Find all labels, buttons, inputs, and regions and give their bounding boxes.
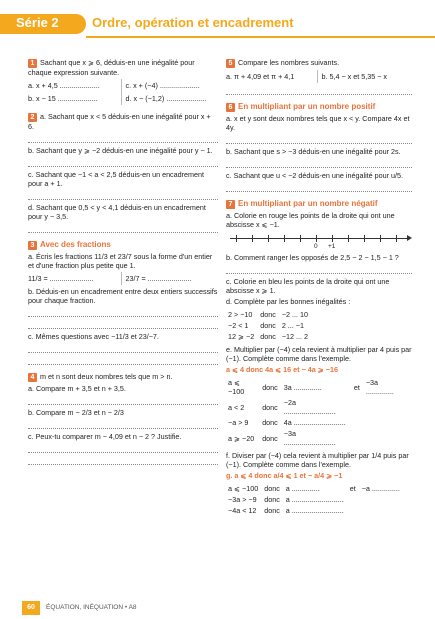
table-cell: donc bbox=[264, 495, 280, 504]
table-cell: a < 2 bbox=[228, 402, 245, 412]
table-cell: donc bbox=[262, 418, 278, 427]
table-cell: 2 > −10 bbox=[228, 310, 253, 319]
exercise-number: 1 bbox=[28, 59, 37, 68]
answer-line[interactable] bbox=[28, 420, 218, 429]
page-footer bbox=[0, 597, 435, 619]
number-line[interactable] bbox=[226, 232, 412, 250]
label-one: +1 bbox=[328, 243, 336, 250]
table-cell bbox=[362, 495, 404, 504]
question-b: b. Sachant que s > −3 déduis-en une inégalité pour 2s. bbox=[226, 147, 401, 156]
item-b: b. x − 15 .................... bbox=[28, 94, 98, 103]
exercise-number: 3 bbox=[28, 241, 37, 250]
answer-line[interactable] bbox=[226, 86, 412, 95]
page-header bbox=[0, 0, 435, 46]
table-row bbox=[228, 310, 312, 319]
page-title: Ordre, opération et encadrement bbox=[92, 15, 294, 30]
tick bbox=[396, 235, 397, 242]
table-cell: donc bbox=[262, 402, 278, 412]
answer-line[interactable] bbox=[226, 135, 412, 144]
e-table bbox=[226, 376, 412, 449]
exercise-number: 4 bbox=[28, 373, 37, 382]
arrow-icon bbox=[407, 235, 412, 241]
exercise-number: 7 bbox=[226, 200, 235, 209]
table-cell: 4a .......................... bbox=[283, 418, 346, 427]
table-cell bbox=[354, 429, 364, 447]
exercise-2 bbox=[28, 112, 218, 233]
question-d: d. Complète par les bonnes inégalités : bbox=[226, 297, 351, 306]
question-a: a. Sachant que x < 5 déduis-en une inégalité pour x + 6. bbox=[28, 112, 211, 131]
exercise-number: 6 bbox=[226, 103, 235, 112]
table-cell: donc bbox=[260, 321, 276, 330]
question-c: c. Sachant que −1 < a < 2,5 déduis-en un encadrement pour a + 1. bbox=[28, 170, 205, 188]
table-row bbox=[228, 418, 410, 427]
table-cell: −4a < 12 bbox=[228, 506, 257, 515]
table-row bbox=[228, 398, 410, 416]
exercise-heading: En multipliant par un nombre positif bbox=[238, 102, 376, 111]
left-column bbox=[28, 56, 218, 472]
tick bbox=[364, 235, 365, 242]
exercise-3 bbox=[28, 240, 218, 365]
table-cell: donc bbox=[262, 382, 278, 392]
question-c: c. Mêmes questions avec −11/3 et 23/−7. bbox=[28, 332, 159, 341]
answer-line[interactable] bbox=[28, 344, 218, 353]
tick bbox=[268, 235, 269, 242]
table-row bbox=[228, 429, 410, 447]
exercise-5 bbox=[226, 58, 412, 95]
table-cell bbox=[354, 418, 364, 427]
question-b: b. Comment ranger les opposés de 2,5 − 2 − 1,5 − 1 ? bbox=[226, 253, 399, 262]
table-cell: donc bbox=[260, 310, 276, 319]
exercise-1 bbox=[28, 58, 218, 105]
d-table bbox=[226, 308, 314, 343]
table-cell: −2 ... 10 bbox=[281, 310, 308, 319]
item-c: c. x + (−4) .................... bbox=[121, 79, 219, 92]
table-cell: −2a .......................... bbox=[283, 398, 336, 416]
question-f: f. Diviser par (−4) cela revient à multiplier par 1/4 puis par (−1). Complète comme dans l'exemple. bbox=[226, 451, 409, 469]
question-a: a. Compare m + 3,5 et n + 3,5. bbox=[28, 384, 126, 393]
example-e: a ⩽ 4 donc 4a ⩽ 16 et − 4a ⩾ −16 bbox=[226, 365, 338, 374]
answer-line[interactable] bbox=[28, 456, 218, 465]
table-cell: donc bbox=[264, 506, 280, 515]
answer-line[interactable] bbox=[28, 308, 218, 317]
answer-line[interactable] bbox=[28, 191, 218, 200]
question-e: e. Multiplier par (−4) cela revient à multiplier par 4 puis par (−1). Complète comme dans l'exemple. bbox=[226, 345, 412, 363]
table-cell: −12 ... 2 bbox=[281, 332, 308, 341]
table-row bbox=[228, 321, 312, 330]
exercise-4 bbox=[28, 372, 218, 465]
header-rule bbox=[86, 36, 435, 38]
question-b: b. Sachant que y ⩾ −2 déduis-en une inégalité pour y − 1. bbox=[28, 146, 213, 155]
table-cell: donc bbox=[264, 484, 280, 493]
item-d: d. x − (−1,2) .................... bbox=[121, 92, 219, 105]
table-cell: −a > 9 bbox=[228, 418, 249, 427]
question-b: b. Compare m − 2/3 et n − 2/3 bbox=[28, 408, 124, 417]
table-row bbox=[228, 495, 404, 504]
table-cell: a ⩽ −100 bbox=[228, 484, 259, 493]
question-a: a. Colorie en rouge les points de la droite qui ont une abscisse x ⩽ −1. bbox=[226, 211, 395, 229]
table-cell bbox=[350, 506, 360, 515]
table-cell: donc bbox=[262, 433, 278, 443]
answer-line[interactable] bbox=[28, 224, 218, 233]
tick bbox=[236, 235, 237, 242]
table-cell: a .............. bbox=[285, 484, 320, 493]
table-row bbox=[228, 378, 410, 396]
exercise-7 bbox=[226, 199, 412, 517]
question-c: c. Peux-tu comparer m − 4,09 et n − 2 ? Justifie. bbox=[28, 432, 182, 441]
table-cell bbox=[366, 418, 410, 427]
table-cell bbox=[366, 429, 410, 447]
table-cell: −3a .......................... bbox=[283, 429, 336, 447]
exercise-number: 2 bbox=[28, 113, 37, 122]
example-f: g. a ⩽ 4 donc a/4 ⩽ 1 et − a/4 ⩾ −1 bbox=[226, 471, 343, 480]
exercise-6 bbox=[226, 102, 412, 192]
right-column bbox=[226, 56, 412, 524]
question-a: a. Écris les fractions 11/3 et 23/7 sous la forme d'un entier et d'une fraction plus petite que 1. bbox=[28, 252, 213, 270]
answer-line[interactable] bbox=[226, 159, 412, 168]
fraction-1: 11/3 = ...................... bbox=[28, 274, 94, 283]
page-number: 60 bbox=[22, 601, 40, 615]
table-cell: et bbox=[353, 382, 360, 392]
question-d: d. Sachant que 0,5 < y < 4,1 déduis-en un encadrement pour y − 3,5. bbox=[28, 203, 206, 221]
serie-label: Série 2 bbox=[16, 15, 59, 30]
table-cell: a ⩽ −100 bbox=[228, 378, 245, 396]
table-cell bbox=[354, 398, 364, 416]
label-zero: 0 bbox=[314, 243, 318, 250]
exercise-heading: En multipliant par un nombre négatif bbox=[238, 199, 378, 208]
tick bbox=[284, 235, 285, 242]
table-cell: a .......................... bbox=[285, 506, 344, 515]
question-c: c. Colorie en bleu les points de la droite qui ont une abscisse x ⩾ 1. bbox=[226, 277, 390, 295]
exercise-text: Sachant que x ⩾ 6, déduis-en une inégalité pour chaque expression suivante. bbox=[28, 58, 195, 77]
answer-line[interactable] bbox=[28, 320, 218, 329]
f-table bbox=[226, 482, 406, 517]
table-row bbox=[228, 506, 404, 515]
axis-line bbox=[230, 238, 408, 239]
table-cell: −2 < 1 bbox=[228, 321, 249, 330]
answer-line[interactable] bbox=[28, 356, 218, 365]
table-cell: et bbox=[349, 484, 356, 493]
tick bbox=[252, 235, 253, 242]
table-cell: −3a .............. bbox=[365, 378, 394, 396]
footer-text: ÉQUATION, INÉQUATION • A8 bbox=[46, 603, 137, 611]
question-a: a. x et y sont deux nombres tels que x < y. Compare 4x et 4y. bbox=[226, 114, 410, 132]
tick bbox=[332, 235, 333, 242]
table-cell: −a .............. bbox=[361, 484, 400, 493]
table-cell bbox=[362, 506, 404, 515]
question-b: b. Déduis-en un encadrement entre deux entiers successifs pour chaque fraction. bbox=[28, 287, 218, 305]
table-cell: a ⩾ −20 bbox=[228, 433, 255, 443]
answer-line[interactable] bbox=[28, 158, 218, 167]
table-cell bbox=[350, 495, 360, 504]
answer-line[interactable] bbox=[28, 134, 218, 143]
table-cell: a .......................... bbox=[285, 495, 344, 504]
tick bbox=[380, 235, 381, 242]
item-a: a. x + 4,5 .................... bbox=[28, 81, 100, 90]
question-c: c. Sachant que u < −2 déduis-en une inégalité pour u/5. bbox=[226, 171, 404, 180]
table-row bbox=[228, 484, 404, 493]
table-cell: 2 ... −1 bbox=[281, 321, 304, 330]
exercise-number: 5 bbox=[226, 59, 235, 68]
table-row bbox=[228, 332, 312, 341]
item-a: a. π + 4,09 et π + 4,1 bbox=[226, 72, 295, 81]
answer-line[interactable] bbox=[226, 265, 412, 274]
exercise-text: Compare les nombres suivants. bbox=[238, 58, 340, 67]
fraction-2: 23/7 = ...................... bbox=[121, 272, 219, 285]
tick bbox=[348, 235, 349, 242]
table-cell: 12 ⩾ −2 bbox=[228, 332, 255, 341]
table-cell: donc bbox=[260, 332, 276, 341]
table-cell: −3a > −9 bbox=[228, 495, 257, 504]
exercise-heading: Avec des fractions bbox=[40, 240, 111, 249]
exercise-text: m et n sont deux nombres tels que m > n. bbox=[40, 372, 173, 381]
table-cell: 3a .............. bbox=[283, 382, 322, 392]
item-b: b. 5,4 − x et 5,35 − x bbox=[317, 70, 413, 83]
tick bbox=[316, 235, 317, 242]
answer-line[interactable] bbox=[28, 444, 218, 453]
tick bbox=[300, 235, 301, 242]
answer-line[interactable] bbox=[226, 183, 412, 192]
answer-line[interactable] bbox=[28, 396, 218, 405]
table-cell bbox=[366, 398, 410, 416]
